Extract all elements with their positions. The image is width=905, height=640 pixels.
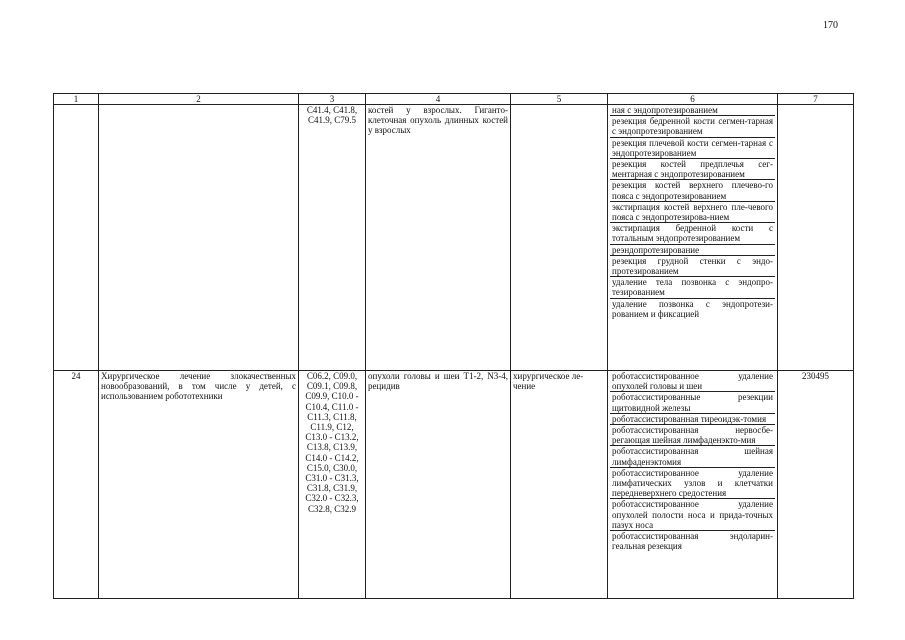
method-list-cell — [608, 105, 778, 371]
treatment-method: резекция костей предплечья сег-ментарная с эндопротезированием — [612, 159, 773, 180]
treatment-method: роботассистированные резекции щитовидной железы — [612, 392, 773, 413]
patient-model-cell: костей у взрослых. Гиганто-клеточная опухоль длинных костей у взрослых — [366, 105, 511, 371]
icd-codes-cell: C41.4, C41.8, C41.9, C79.5 — [299, 105, 366, 371]
row-number-cell — [54, 105, 99, 371]
method-list-cell — [608, 371, 778, 599]
treatment-type-cell — [511, 105, 608, 371]
treatment-method: экстирпация костей верхнего пле-чевого пояса с эндопротезирова-нием — [612, 201, 773, 223]
treatment-method: роботассистированное удаление лимфатических узлов и клетчатки передневерхнего средостения — [612, 467, 773, 499]
treatment-method: роботассистированная тиреоидэк-томия — [610, 414, 775, 425]
care-type-cell — [99, 105, 299, 371]
treatment-method: резекция грудной стенки с эндо-протезированием — [612, 255, 773, 277]
icd-codes-cell: C06.2, C09.0, C09.1, C09.8, C09.9, C10.0 - C10.4, C11.0 - C11.3, C11.8, C11.9, C12, C13.0 - C13.2, C13.8, C13.9, C14.0 - C14.2, C15.0, C30.0, C31.0 - C31.3, C31.8, C31.9, C32.0 - C32.3, C32.8, C32.9 — [299, 371, 366, 599]
treatment-method: роботассистированная нервосбе-регающая шейная лимфаденэкто-мия — [612, 425, 773, 446]
column-number-row — [54, 94, 854, 105]
treatment-method: резекция плечевой кости сегмен-тарная с эндопротезированием — [612, 137, 773, 158]
column-number: 2 — [99, 94, 299, 105]
table-row-continued — [54, 105, 854, 371]
column-number: 6 — [608, 94, 778, 105]
treatment-method: ная с эндопротезированием — [610, 105, 775, 116]
table-row-24 — [54, 371, 854, 599]
row-number-cell: 24 — [54, 371, 99, 599]
treatment-type-cell: хирургическое ле-чение — [511, 371, 608, 599]
treatment-method: резекция костей верхнего плечево-го пояса с эндопротезированием — [612, 180, 773, 201]
medical-care-table — [53, 93, 854, 599]
care-type-cell: Хирургическое лечение злокачественных новообразований, в том числе у детей, с использованием робототехники — [99, 371, 299, 599]
treatment-method: удаление позвонка с эндопротези-рованием и фиксацией — [612, 298, 773, 319]
treatment-method: роботассистированная шейная лимфаденэктомия — [612, 446, 773, 467]
treatment-method: роботассистированное удаление опухолей головы и шеи — [612, 371, 773, 392]
column-number: 5 — [511, 94, 608, 105]
treatment-method: резекция бедренной кости сегмен-тарная с эндопротезированием — [612, 116, 773, 137]
page-number: 170 — [823, 20, 838, 31]
treatment-method: экстирпация бедренной кости с тотальным эндопротезированием — [612, 223, 773, 244]
column-number: 1 — [54, 94, 99, 105]
funding-cell — [778, 105, 854, 371]
column-number: 3 — [299, 94, 366, 105]
column-number: 4 — [366, 94, 511, 105]
patient-model-cell: опухоли головы и шеи T1-2, N3-4, рецидив — [366, 371, 511, 599]
treatment-method: роботассистированная эндоларин-геальная резекция — [612, 531, 773, 552]
treatment-method: роботассистированное удаление опухолей полости носа и прида-точных пазух носа — [612, 499, 773, 530]
column-number: 7 — [778, 94, 854, 105]
treatment-method: удаление тела позвонка с эндопро-тезированием — [612, 277, 773, 298]
treatment-method: реэндопротезирование — [610, 245, 775, 256]
funding-cell: 230495 — [778, 371, 854, 599]
